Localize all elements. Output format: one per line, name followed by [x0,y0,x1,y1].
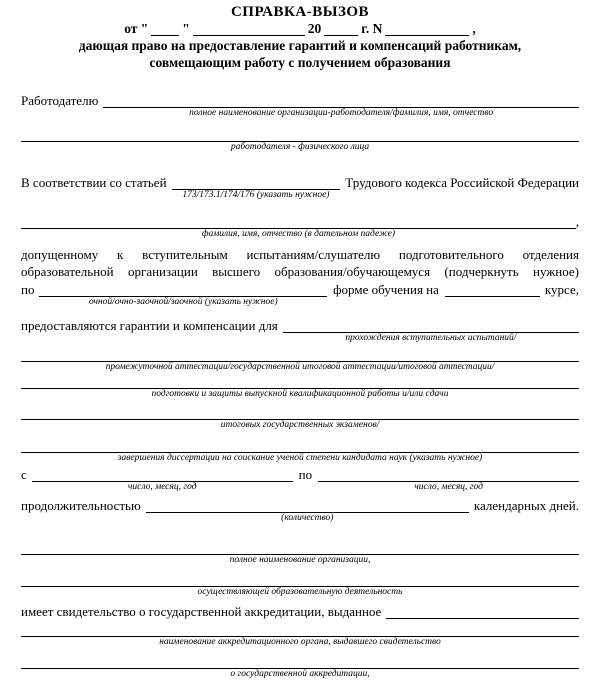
accreditation-row [21,604,579,619]
article-row [21,175,579,201]
period-row [21,467,579,493]
employer-row [21,93,579,119]
date-month-field[interactable] [193,21,305,36]
duration-row [21,498,579,524]
employer-name-hint: полное наименование организации-работодателя/фамилия, имя, отчество [189,108,494,118]
date-prefix-label: от " [124,21,149,36]
date-year-field[interactable] [324,21,358,36]
form-subtitle-line-1: дающая право на предоставление гарантий и компенсаций работникам, [78,38,522,53]
accreditation-label: имеет свидетельство о государственной аккредитации, выданное [21,604,382,619]
employee-name-field[interactable] [21,214,576,229]
date-line-comma: , [472,21,476,36]
education-form-row [21,282,579,308]
duration-field[interactable] [146,498,469,513]
organization-name-hint-2: осуществляющей образовательную деятельность [197,587,403,597]
guarantee-purpose-hint-2: подготовки и защиты выпускной квалификационной работы и/или сдачи [151,389,449,399]
article-number-hint: 173/173.1/174/176 (указать нужное) [182,190,330,200]
admission-line-2: образовательной организации высшего образования/обучающемуся (подчеркнуть нужное) [21,264,579,279]
accreditation-certificate-row [21,655,579,680]
guarantee-purpose-line-2[interactable] [21,375,579,389]
employer-name-field[interactable] [103,93,579,108]
article-post-label: Трудового кодекса Российской Федерации [345,175,579,190]
period-start-date-field[interactable] [32,467,293,482]
employer-row-2 [21,128,579,153]
admission-paragraph [21,246,579,280]
date-year-prefix: 20 [307,21,322,36]
guarantee-purpose-line-4[interactable] [21,439,579,453]
period-end-date-hint: число, месяц, год [414,482,483,492]
article-pre-label: В соответствии со статьей [21,175,167,190]
guarantee-purpose-field[interactable] [283,318,579,333]
guarantee-purpose-hint: прохождения вступительных испытаний/ [345,333,517,343]
date-close-quote: " [182,21,190,36]
guarantee-purpose-row-2 [21,375,579,400]
employee-name-row [21,214,579,240]
document-number-prefix: г. N [361,21,383,36]
employer-name-field-2[interactable] [21,128,579,142]
accreditation-issuer-row [21,623,579,648]
guarantee-purpose-line-1[interactable] [21,348,579,362]
admission-line-1: допущенному к вступительным испытаниям/слушателю подготовительного отделения [21,247,579,262]
accreditation-certificate-field[interactable] [21,655,579,669]
employer-person-hint: работодателя - физического лица [230,142,370,152]
calendar-days-label: календарных дней. [473,498,579,513]
guarantee-purpose-hint-4: завершения диссертации на соискание ученой степени кандидата наук (указать нужное) [117,453,483,463]
course-label: курсе, [544,282,579,297]
guarantee-purpose-hint-3: итоговых государственных экзаменов/ [220,420,380,430]
organization-name-field-2[interactable] [21,573,579,587]
accreditation-issued-field[interactable] [386,604,579,619]
date-day-field[interactable] [151,21,179,36]
organization-name-field-1[interactable] [21,541,579,555]
form-subtitle-line-2: совмещающим работу с получением образования [149,55,451,70]
accreditation-certificate-hint: о государственной аккредитации, [230,669,370,679]
guarantee-purpose-row-3 [21,406,579,431]
organization-name-hint-1: полное наименование организации, [229,555,371,565]
period-start-date-hint: число, месяц, год [127,482,197,492]
employee-name-hint: фамилия, имя, отчество (в дательном падеже) [201,229,396,239]
article-number-field[interactable] [172,175,341,190]
guarantee-purpose-row-4 [21,439,579,464]
employer-label: Работодателю [21,93,99,108]
education-form-mid-label: форме обучения на [333,282,439,297]
document-number-field[interactable] [385,21,469,36]
education-form-hint: очной/очно-заочной/заочной (указать нужное) [88,297,278,307]
period-to-label: по [298,467,313,482]
organization-name-row-1 [21,541,579,566]
education-form-label: по [21,282,35,297]
guarantee-purpose-row-1 [21,348,579,373]
period-end-date-field[interactable] [318,467,579,482]
education-form-field[interactable] [39,282,327,297]
guarantees-row [21,318,579,344]
guarantee-purpose-line-3[interactable] [21,406,579,420]
duration-label: продолжительностью [21,498,141,513]
form-title: СПРАВКА-ВЫЗОВ [230,4,370,20]
employee-name-comma: , [575,214,579,229]
duration-hint: (количество) [281,513,334,523]
organization-name-row-2 [21,573,579,598]
period-from-label: с [21,467,27,482]
guarantees-intro-label: предоставляются гарантии и компенсации для [21,318,278,333]
accreditation-issuer-field[interactable] [21,623,579,637]
accreditation-issuer-hint: наименование аккредитационного органа, выдавшего свидетельство [159,637,441,647]
course-number-field[interactable] [445,282,540,297]
guarantee-purpose-hint-1: промежуточной аттестации/государственной итоговой аттестации/итоговой аттестации/ [105,362,495,372]
form-date-line [21,21,579,37]
